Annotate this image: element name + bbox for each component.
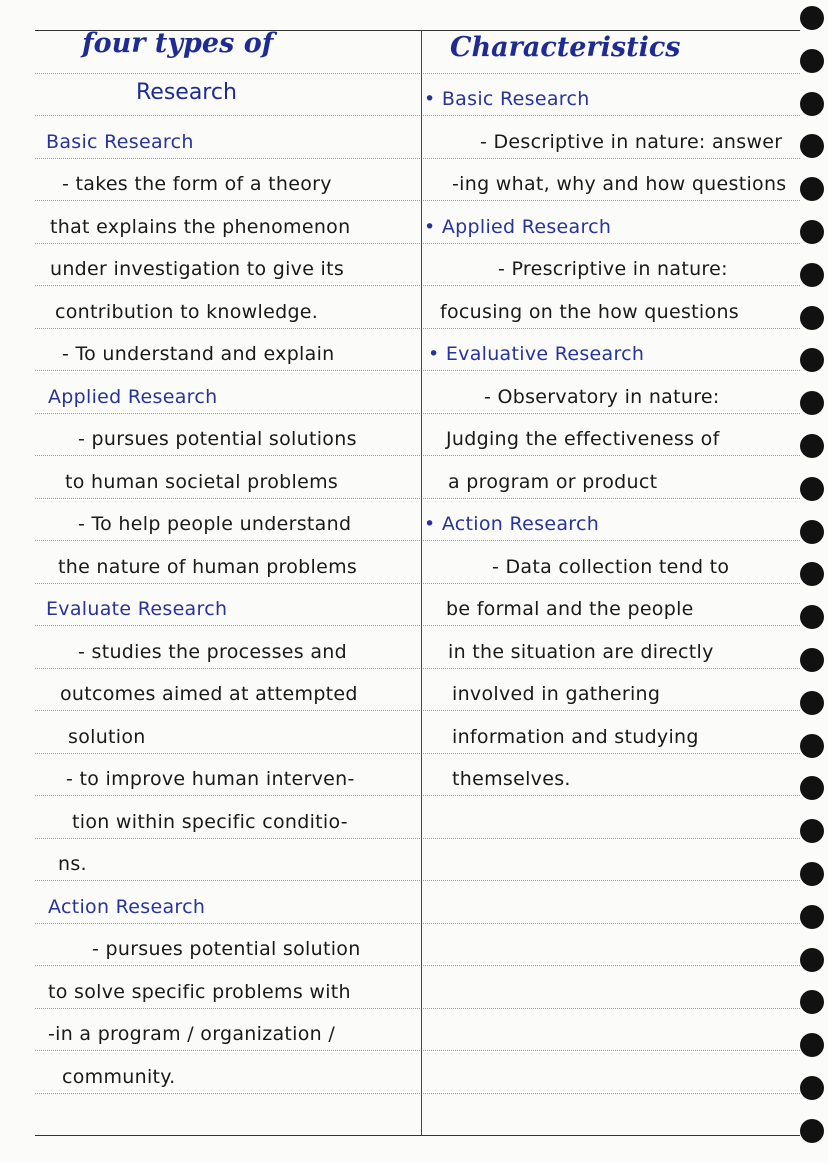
ruled-line xyxy=(35,73,800,74)
left-section-heading: Action Research xyxy=(48,895,206,918)
binder-hole xyxy=(800,990,824,1014)
left-note-line: - To help people understand xyxy=(78,513,352,535)
ruled-line xyxy=(35,838,800,839)
left-note-line: solution xyxy=(68,725,146,748)
binder-hole xyxy=(800,263,824,287)
ruled-line xyxy=(35,243,800,244)
right-note-line: involved in gathering xyxy=(452,683,661,705)
ruled-line xyxy=(35,1008,800,1009)
binder-hole xyxy=(800,477,824,501)
ruled-line xyxy=(35,625,800,626)
left-section-heading: Basic Research xyxy=(46,130,194,153)
binder-hole xyxy=(800,391,824,415)
ruled-line xyxy=(35,328,800,329)
ruled-line xyxy=(35,753,800,754)
ruled-line xyxy=(35,1135,800,1136)
binder-hole xyxy=(800,6,824,30)
binder-hole xyxy=(800,49,824,73)
binder-hole xyxy=(800,1033,824,1057)
left-note-line: - To understand and explain xyxy=(62,343,335,365)
ruled-line xyxy=(35,115,800,116)
left-note-line: -in a program / organization / xyxy=(48,1023,336,1045)
right-column-title: Characteristics xyxy=(450,32,681,63)
right-note-line: - Data collection tend to xyxy=(492,555,730,578)
binder-hole xyxy=(800,177,824,201)
binder-hole xyxy=(800,691,824,715)
ruled-line xyxy=(35,413,800,414)
ruled-line xyxy=(35,583,800,584)
left-note-line: under investigation to give its xyxy=(50,258,345,280)
ruled-line xyxy=(35,370,800,371)
binder-hole xyxy=(800,776,824,800)
binder-hole xyxy=(800,734,824,758)
ruled-line xyxy=(35,965,800,966)
right-note-line: - Observatory in nature: xyxy=(484,385,720,408)
binder-hole xyxy=(800,948,824,972)
ruled-line xyxy=(35,498,800,499)
left-note-line: the nature of human problems xyxy=(58,555,358,578)
ruled-line xyxy=(35,795,800,796)
binder-hole xyxy=(800,1076,824,1100)
binder-hole xyxy=(800,1119,824,1143)
left-column-subtitle: Research xyxy=(136,80,237,105)
binder-hole xyxy=(800,819,824,843)
right-note-line: be formal and the people xyxy=(446,598,694,620)
right-note-line: - Descriptive in nature: answer xyxy=(480,130,783,153)
left-note-line: - takes the form of a theory xyxy=(62,173,332,195)
left-section-heading: Evaluate Research xyxy=(46,598,228,620)
binder-hole xyxy=(800,134,824,158)
ruled-line xyxy=(35,668,800,669)
left-note-line: community. xyxy=(62,1065,176,1088)
binder-hole xyxy=(800,862,824,886)
binder-hole xyxy=(800,648,824,672)
right-note-line: focusing on the how questions xyxy=(440,300,739,323)
right-note-line: - Prescriptive in nature: xyxy=(498,258,728,280)
ruled-line xyxy=(35,540,800,541)
right-note-line: in the situation are directly xyxy=(448,640,714,663)
right-note-line: themselves. xyxy=(452,768,571,790)
binder-hole xyxy=(800,348,824,372)
ruled-line xyxy=(35,923,800,924)
ruled-line xyxy=(35,200,800,201)
right-note-line: Judging the effectiveness of xyxy=(446,428,720,450)
right-note-line: a program or product xyxy=(448,470,658,493)
left-note-line: - to improve human interven- xyxy=(66,768,355,790)
binder-hole xyxy=(800,434,824,458)
left-note-line: - pursues potential solution xyxy=(92,938,361,960)
left-note-line: that explains the phenomenon xyxy=(50,215,351,238)
right-section-heading: • Basic Research xyxy=(424,88,590,110)
column-divider xyxy=(421,30,422,1135)
ruled-line xyxy=(35,710,800,711)
left-note-line: - studies the processes and xyxy=(78,640,347,663)
binder-hole xyxy=(800,92,824,116)
ruled-line xyxy=(35,158,800,159)
left-note-line: tion within specific conditio- xyxy=(72,810,348,833)
right-section-heading: • Applied Research xyxy=(424,215,612,238)
left-note-line: - pursues potential solutions xyxy=(78,428,357,450)
ruled-line xyxy=(35,1093,800,1094)
binder-hole xyxy=(800,905,824,929)
binder-hole xyxy=(800,220,824,244)
right-section-heading: • Action Research xyxy=(424,513,600,535)
right-note-line: information and studying xyxy=(452,725,699,748)
left-note-line: ns. xyxy=(58,853,87,875)
left-note-line: contribution to knowledge. xyxy=(55,300,319,323)
left-column-title: four types of xyxy=(82,28,274,59)
right-note-line: -ing what, why and how questions xyxy=(452,173,787,195)
left-note-line: to human societal problems xyxy=(65,470,339,493)
binder-hole xyxy=(800,562,824,586)
left-note-line: outcomes aimed at attempted xyxy=(60,683,358,705)
left-note-line: to solve specific problems with xyxy=(48,980,351,1003)
binder-hole xyxy=(800,306,824,330)
ruled-line xyxy=(35,285,800,286)
binder-hole xyxy=(800,520,824,544)
right-section-heading: • Evaluative Research xyxy=(428,343,645,365)
left-section-heading: Applied Research xyxy=(48,385,218,408)
ruled-line xyxy=(35,455,800,456)
binder-hole xyxy=(800,605,824,629)
ruled-line xyxy=(35,880,800,881)
ruled-line xyxy=(35,1050,800,1051)
